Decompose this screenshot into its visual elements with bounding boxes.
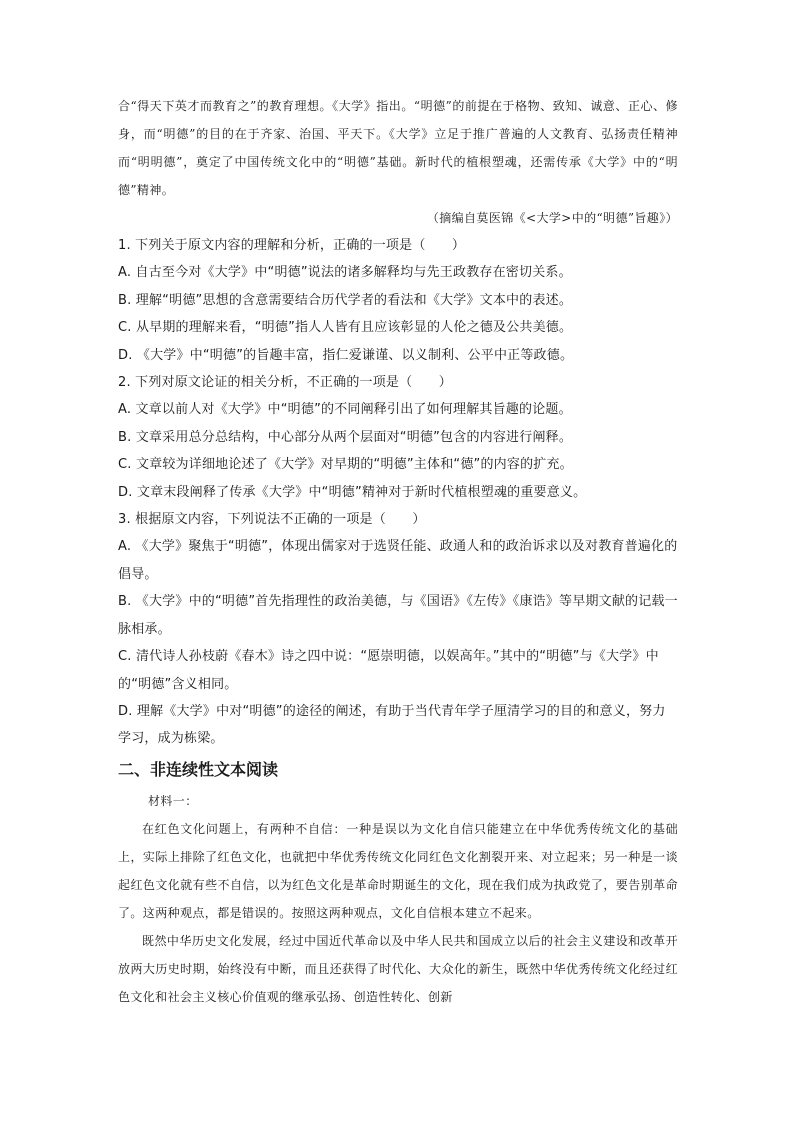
option-b: B. 文章采用总分总结构，中心部分从两个层面对“明德”包含的内容进行阐释。 (118, 429, 573, 445)
option-b: B. 理解“明德”思想的含意需要结合历代学者的看法和《大学》文本中的表述。 (118, 292, 573, 308)
material-label: 材料一： (148, 793, 198, 808)
material-paragraph: 在红色文化问题上，有两种不自信：一种是误以为文化自信只能建立在中华优秀传统文化的基础上，实际上排除了红色文化，也就把中华优秀传统文化同红色文化割裂开来、对立起来；另一种是一谈起红色文化就有些不自信，以为红色文化是革命时期诞生的文化，现在我们成为执政党了，要告别革命了。这两种观点，都是错误的。按照这两种观点，文化自信根本建立不起来。 (118, 821, 678, 920)
option-a: A. 《大学》聚焦于“明德”，体现出儒家对于选贤任能、政通人和的政治诉求以及对教育普遍化的倡导。 (118, 539, 678, 582)
section-heading: 二、非连续性文本阅读 (118, 759, 279, 779)
option-c: C. 文章较为详细地论述了《大学》对早期的“明德”主体和“德”的内容的扩充。 (118, 457, 573, 473)
material-paragraph: 既然中华历史文化发展，经过中国近代革命以及中华人民共和国成立以后的社会主义建设和改革开放两大历史时期，始终没有中断，而且还获得了时代化、大众化的新生，既然中华优秀传统文化经过红色文化和社会主义核心价值观的继承弘扬、创造性转化、创新 (118, 933, 678, 1004)
option-a: A. 自古至今对《大学》中“明德”说法的诸多解释均与先王政教存在密切关系。 (118, 265, 572, 281)
question-stem: 3. 根据原文内容，下列说法不正确的一项是（ ） (118, 512, 426, 528)
option-b: B. 《大学》中的“明德”首先指理性的政治美德，与《国语》《左传》《康诰》等早期文献的记载一脉相承。 (118, 594, 678, 637)
material-one (118, 787, 678, 1011)
question-stem: 1. 下列关于原文内容的理解和分析，正确的一项是（ ） (118, 238, 466, 253)
question-1 (118, 232, 678, 369)
option-d: D. 文章末段阐释了传承《大学》中“明德”精神对于新时代植根塑魂的重要意义。 (118, 484, 587, 500)
question-2 (118, 369, 678, 506)
passage-source: （摘编自莫医锦《<大学>中的“明德”旨趣》） (426, 211, 678, 225)
option-c: C. 从早期的理解来看，“明德”指人人皆有且应该彰显的人伦之德及公共美德。 (118, 320, 573, 336)
option-a: A. 文章以前人对《大学》中“明德”的不同阐释引出了如何理解其旨趣的论题。 (118, 402, 572, 418)
option-d: D. 理解《大学》中对“明德”的途径的阐述，有助于当代青年学子厘清学习的目的和意义，努力学习，成为栋梁。 (118, 703, 666, 747)
question-3 (118, 506, 678, 753)
option-d: D. 《大学》中“明德”的旨趣丰富，指仁爱谦谨、以义制利、公平中正等政德。 (118, 347, 574, 363)
option-c: C. 清代诗人孙枝蔚《春木》诗之四中说：“愿崇明德，以娱高年。”其中的“明德”与《大学》中的“明德”含义相同。 (118, 649, 659, 692)
question-stem: 2. 下列对原文论证的相关分析，不正确的一项是（ ） (118, 375, 452, 391)
passage-end-paragraph: 合“得天下英才而教育之”的教育理想。《大学》指出。“明德”的前提在于格物、致知、诚意、正心、修身，而“明德”的目的在于齐家、治国、平天下。《大学》立足于推广普遍的人文教育、弘扬责任精神而“明明德”，奠定了中国传统文化中的“明德”基础。新时代的植根塑魂，还需传承《大学》中的“明德”精神。 (118, 99, 678, 197)
document-page (118, 92, 678, 1011)
